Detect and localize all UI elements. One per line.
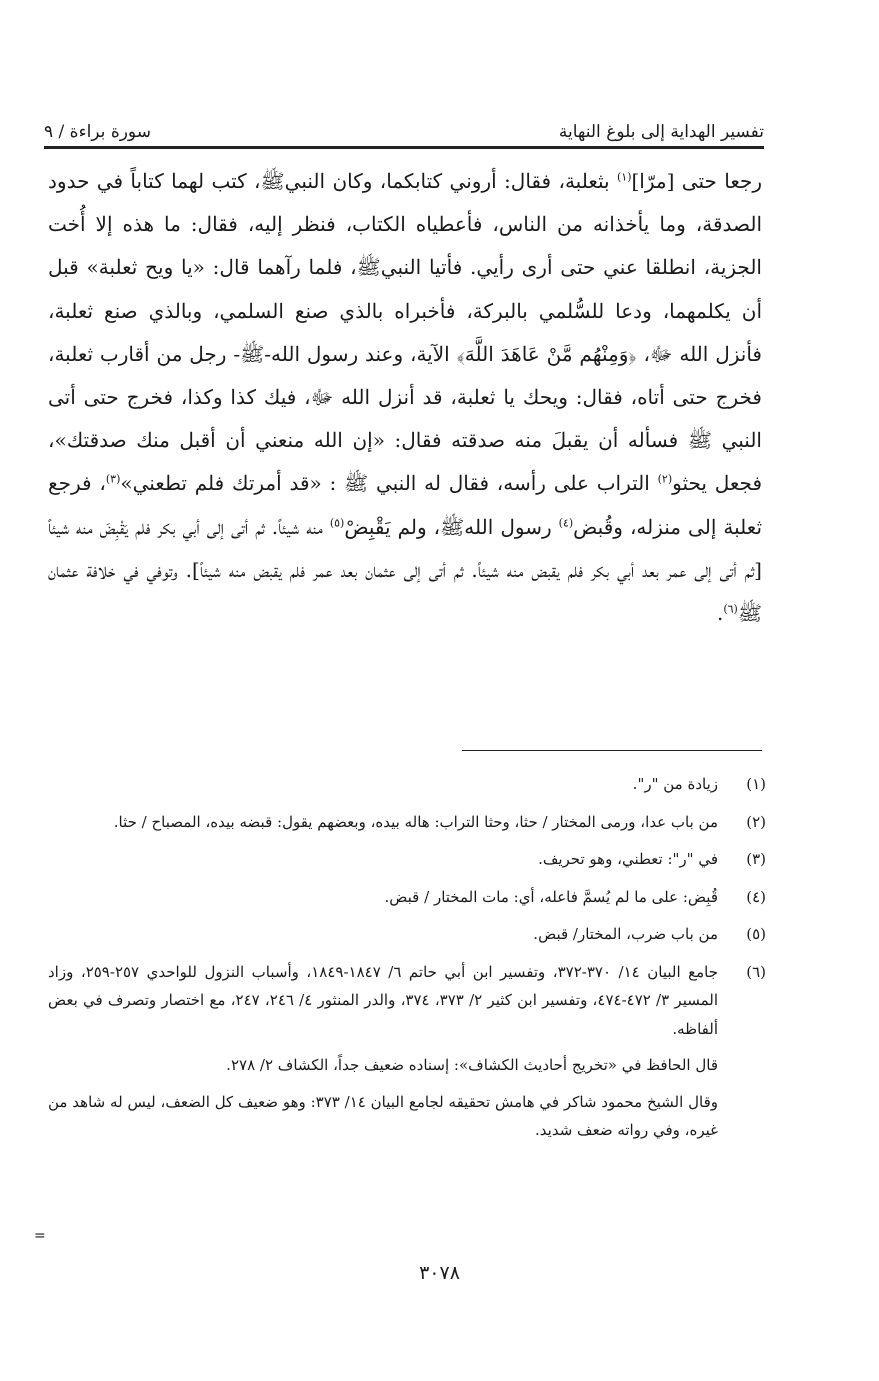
book-title: تفسير الهداية إلى بلوغ النهاية bbox=[558, 122, 764, 142]
footnote-item bbox=[48, 958, 766, 1145]
footnote-text bbox=[48, 845, 718, 874]
footnotes bbox=[48, 770, 766, 1154]
text-segment: رسول اللهﷺ، ولم يَقْبِضْ bbox=[344, 514, 559, 539]
footnote-paragraph: من باب ضرب، المختار/ قبض. bbox=[533, 925, 718, 943]
footnote-paragraph: في "ر": تعطني، وهو تحريف. bbox=[538, 850, 718, 868]
header-rule bbox=[44, 146, 764, 149]
text-segment: رجعا حتى [مرّا] bbox=[631, 169, 762, 193]
footnote-paragraph: قال الحافظ في «تخريج أحاديث الكشاف»: إسناده ضعيف جداً، الكشاف ٢/ ٢٧٨. bbox=[226, 1056, 718, 1074]
footnote-paragraph: زيادة من "ر". bbox=[632, 775, 718, 793]
text-segment: بثعلبة، فقال: أروني كتابكما، وكان النبيﷺ، كتب لهما كتاباً في حدود الصدقة، وما يأخذانه من الناس، فأعطياه الكتاب، فنظر إليه، فقال: ما هذه إلا أُخت الجزية، انطلقا عني حتى أرى رأيي. فأتيا النبيﷺ، فلما رآهما قال: «يا ويح ثعلبة» قبل أن يكلمهما، ودعا للسُّلمي بالبركة، فأخبراه بالذي صنع السلمي، وبالذي صنع ثعلبة، فأنزل الله ﷻ، ﴿وَمِنْهُم مَّنْ عَاهَدَ اللَّهَ﴾ الآية، وعند رسول الله-ﷺ- رجل من أقارب ثعلبة، فخرج حتى أتاه، فقال: ويحك يا ثعلبة، قد أنزل الله ﷻ، فيك كذا وكذا، فخرج حتى أتى النبي ﷺ فسأله أن يقبلَ منه صدقته فقال: «إن الله منعني أن أقبل منك صدقتك»، فجعل يحثو bbox=[48, 169, 763, 496]
footnote-paragraph: جامع البيان ١٤/ ٣٧٠-٣٧٢، وتفسير ابن أبي حاتم ٦/ ١٨٤٧-١٨٤٩، وأسباب النزول للواحدي ٢٥٧-٢٥٩، وزاد المسير ٣/ ٤٧٢-٤٧٤، وتفسير ابن كثير ٢/ ٣٧٣، ٣٧٤، والدر المنثور ٤/ ٢٤٦، ٢٤٧، مع اختصار وتصرف في بعض ألفاظه. bbox=[48, 962, 719, 1038]
continuation-mark: = bbox=[34, 1228, 46, 1244]
footnote-text bbox=[48, 770, 718, 799]
footnote-item bbox=[48, 770, 766, 799]
footnote-number: (٦) bbox=[746, 962, 766, 981]
footnote-text bbox=[48, 920, 718, 949]
main-paragraph bbox=[48, 160, 762, 635]
footnote-ref-3: (٣) bbox=[105, 472, 121, 486]
footnote-item bbox=[48, 845, 766, 874]
text-segment: ، فرجع ثعلبة إلى منزله، وقُبض bbox=[48, 471, 763, 539]
surah-label: سورة براءة / ٩ bbox=[44, 122, 151, 142]
main-text bbox=[48, 160, 762, 635]
footnote-number: (٥) bbox=[746, 925, 766, 943]
text-segment: . bbox=[716, 601, 724, 626]
footnote-text bbox=[48, 958, 718, 1145]
text-segment: التراب على رأسه، فقال له النبي ﷺ : «قد أمرتك فلم تطعني» bbox=[120, 471, 658, 496]
footnote-number: (١) bbox=[746, 775, 766, 793]
footnote-ref-4: (٤) bbox=[558, 515, 574, 529]
footnote-ref-5: (٥) bbox=[329, 515, 345, 529]
running-header bbox=[44, 104, 764, 142]
footnote-number: (٢) bbox=[746, 812, 766, 831]
footnote-ref-6: (٦) bbox=[723, 602, 738, 616]
footnote-number: (٣) bbox=[746, 850, 766, 868]
footnote-item bbox=[48, 920, 766, 949]
footnote-text bbox=[48, 808, 718, 837]
footnote-separator bbox=[462, 750, 762, 751]
footnote-ref-1: (١) bbox=[616, 170, 632, 184]
footnote-paragraph: من باب عدا، ورمى المختار / حثا، وحثا التراب: هاله بيده، وبعضهم يقول: قبضه بيده، المصباح / حثا. bbox=[113, 812, 718, 831]
footnote-number: (٤) bbox=[746, 887, 766, 906]
footnote-ref-2: (٢) bbox=[657, 472, 673, 486]
page-number: ٣٠٧٨ bbox=[419, 1262, 460, 1284]
footnote-item bbox=[48, 883, 766, 912]
footnote-item bbox=[48, 808, 766, 837]
footnote-paragraph: وقال الشيخ محمود شاكر في هامش تحقيقه لجامع البيان ١٤/ ٣٧٣: وهو ضعيف كل الضعف، ليس له شاهد من غيره، وفي رواته ضعف شديد. bbox=[48, 1092, 718, 1139]
text-segment: منه شيئاً. ثم أتى إلى أبي بكر فلم يَقْبِضَ منه شيئاً [ثم أتى إلى عمر بعد أبي بكر فلم يقبض منه شيئاً. ثم أتى إلى عثمان بعد عمر فلم يقبض منه شيئاً]. وتوفي في خلافة عثمان ﷺ bbox=[48, 514, 762, 626]
footnote-paragraph: قُبِض: على ما لم يُسمَّ فاعله، أي: مات المختار / قبض. bbox=[384, 887, 718, 906]
footnote-text bbox=[48, 883, 718, 912]
